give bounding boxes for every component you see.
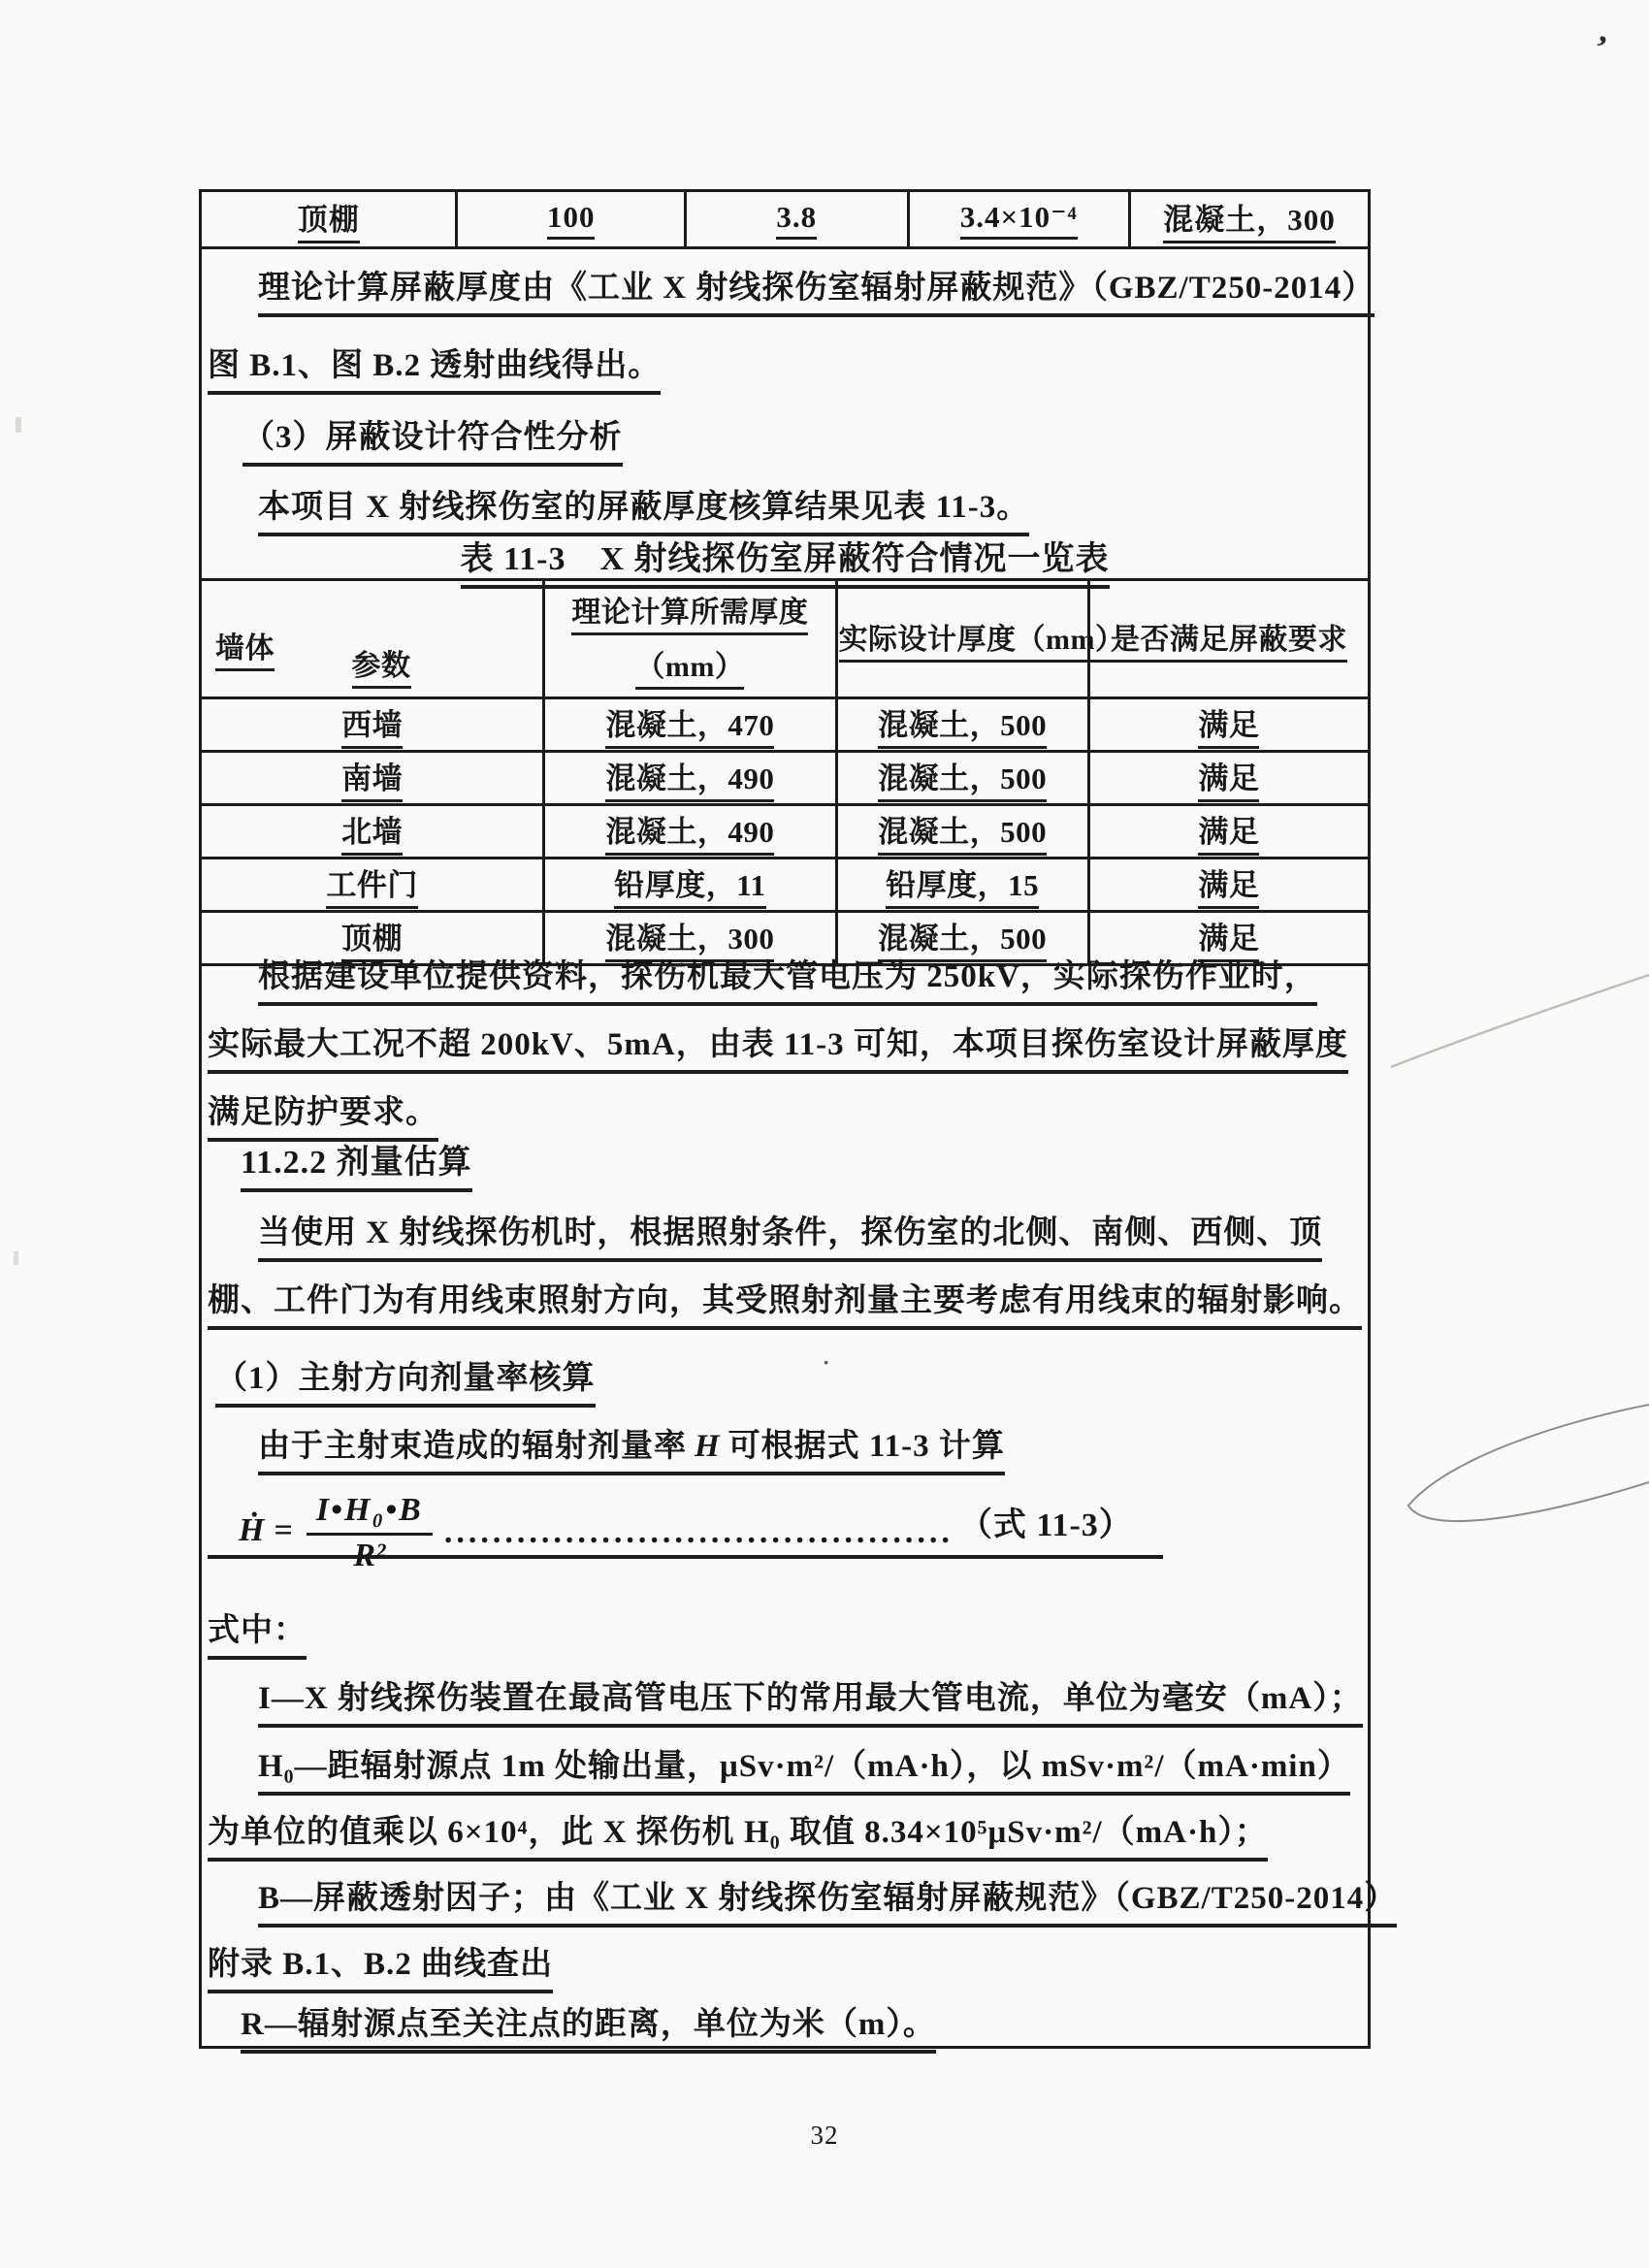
scan-dot-mark: ·: [823, 1350, 830, 1375]
formula-lead-line: [202, 1420, 1368, 1475]
header-cell-compliance: [1088, 580, 1369, 698]
heading-shielding-analysis: [202, 411, 1368, 467]
formula-11-3: [208, 1477, 1163, 1573]
cell-compliance: [1088, 805, 1369, 859]
variable-h: H: [695, 1429, 721, 1464]
lead-text: 由于主射束造成的辐射剂量率: [258, 1429, 687, 1464]
scan-speck-left-2: [14, 1251, 18, 1265]
header-text: 实际设计厚度（mm）: [839, 615, 1125, 663]
cell-text: 混凝土，300: [1163, 195, 1336, 243]
cell-text: 3.4×10⁻⁴: [960, 200, 1078, 240]
top-row-cell-material: [1131, 192, 1368, 246]
line-text: 当使用 X 射线探伤机时，根据照射条件，探伤室的北侧、南侧、西侧、顶: [258, 1207, 1322, 1262]
top-row-cell-distance: [458, 192, 687, 246]
cell-text: 满足: [1198, 860, 1259, 909]
table-row-south-wall: [201, 752, 1370, 805]
line-text: B—屏蔽透射因子；由《工业 X 射线探伤室辐射屏蔽规范》（GBZ/T250-2014）: [258, 1872, 1397, 1928]
lead-tail: 可根据式 11-3 计算: [728, 1429, 1005, 1464]
cell-text: 混凝土，500: [878, 914, 1047, 962]
cell-text: 满足: [1198, 914, 1259, 962]
line-text: [258, 1420, 1005, 1475]
definition-I: [202, 1672, 1368, 1728]
cell-theoretical: [544, 698, 836, 752]
paragraph-beam-line1: [202, 1207, 1368, 1262]
cell-theoretical: [544, 859, 836, 912]
where-label: [202, 1604, 1368, 1660]
cell-text: 混凝土，500: [878, 700, 1047, 749]
definition-R: [202, 1998, 1368, 2054]
top-row-cell-wall: [202, 192, 458, 246]
cell-theoretical: [544, 805, 836, 859]
header-cell-theoretical: [544, 580, 836, 698]
cell-text: 混凝土，300: [605, 914, 774, 962]
cell-compliance: [1088, 698, 1369, 752]
content-frame: [199, 189, 1398, 2049]
cell-actual: [836, 805, 1088, 859]
header-text: 是否满足屏蔽要求: [1111, 615, 1347, 663]
cell-theoretical: [544, 752, 836, 805]
cell-wall: [201, 698, 544, 752]
cell-text: 混凝土，490: [605, 754, 774, 802]
cell-text: 北墙: [341, 807, 403, 856]
cell-text: 工件门: [326, 860, 418, 909]
page-number: 32: [810, 2121, 839, 2150]
cell-text: 满足: [1198, 807, 1259, 856]
line-text: 根据建设单位提供资料，探伤机最大管电压为 250kV，实际探伤作业时，: [258, 951, 1317, 1006]
cell-compliance: [1088, 752, 1369, 805]
corner-label-param: 参数: [352, 641, 411, 689]
line-text: 附录 B.1、B.2 曲线查出: [208, 1938, 553, 1993]
line-text: 为单位的值乘以 6×10⁴，此 X 探伤机 H₀ 取值 8.34×10⁵μSv·m²/（mA·h）；: [208, 1806, 1268, 1862]
paragraph-theory-line1: [202, 262, 1375, 317]
table-header-row: [201, 580, 1370, 698]
definition-H0-line1: [202, 1740, 1368, 1796]
line-text: 式中：: [208, 1604, 307, 1660]
cell-text: 满足: [1198, 700, 1259, 749]
formula-label: （式 11-3）: [958, 1507, 1133, 1543]
formula-h-dot: Ḣ: [239, 1512, 265, 1548]
cell-wall: [201, 752, 544, 805]
header-text: （mm）: [635, 642, 744, 690]
cell-actual: [836, 859, 1088, 912]
table-row-workpiece-door: [201, 859, 1370, 912]
paragraph-conclusion-line2: [202, 1019, 1368, 1074]
paragraph-conclusion-line3: [202, 1086, 1368, 1142]
cell-text: 混凝土，490: [605, 807, 774, 856]
hairline-upper: [1391, 975, 1649, 1067]
formula-denominator: R²: [353, 1538, 386, 1573]
line-text: 11.2.2 剂量估算: [241, 1135, 472, 1192]
paragraph-conclusion-line1: [202, 951, 1368, 1006]
table-row-north-wall: [201, 805, 1370, 859]
cell-text: 顶棚: [298, 195, 360, 243]
cell-actual: [836, 698, 1088, 752]
header-stack: [546, 588, 833, 690]
line-text: 本项目 X 射线探伤室的屏蔽厚度核算结果见表 11-3。: [258, 481, 1029, 536]
line-text: 图 B.1、图 B.2 透射曲线得出。: [208, 340, 661, 395]
cell-text: 铅厚度，11: [614, 860, 765, 909]
cell-text: 西墙: [341, 700, 403, 749]
definition-B-line2: [202, 1938, 1368, 1993]
table-row-west-wall: [201, 698, 1370, 752]
cell-actual: [836, 752, 1088, 805]
formula-fraction: [307, 1492, 433, 1574]
heading-dose-estimation: [202, 1135, 1368, 1192]
cell-text: 混凝土，470: [605, 700, 774, 749]
heading-main-beam-dose: [202, 1352, 1368, 1408]
cell-text: 混凝土，500: [878, 754, 1047, 802]
line-text: I—X 射线探伤装置在最高管电压下的常用最大管电流，单位为毫安（mA）；: [258, 1672, 1363, 1728]
line-text: 棚、工件门为有用线束照射方向，其受照射剂量主要考虑有用线束的辐射影响。: [208, 1275, 1362, 1330]
cell-text: 顶棚: [341, 914, 403, 962]
header-cell-corner: [201, 580, 544, 698]
cell-compliance: [1088, 859, 1369, 912]
line-text: （3）屏蔽设计符合性分析: [242, 411, 623, 467]
cell-text: 100: [547, 200, 596, 240]
shielding-compliance-table: [199, 578, 1371, 966]
cell-text: 3.8: [776, 200, 817, 240]
hairline-lower: [1408, 1405, 1649, 1521]
cell-wall: [201, 859, 544, 912]
line-text: 实际最大工况不超 200kV、5mA，由表 11-3 可知，本项目探伤室设计屏蔽厚度: [208, 1019, 1348, 1074]
scan-speck-top-right: ’: [1590, 27, 1611, 68]
top-row-cell-value1: [687, 192, 910, 246]
cell-wall: [201, 805, 544, 859]
formula-numerator: I•H₀•B: [307, 1492, 433, 1536]
scan-speck-left-1: [16, 417, 21, 433]
line-text: （1）主射方向剂量率核算: [215, 1352, 596, 1408]
cell-text: 混凝土，500: [878, 807, 1047, 856]
header-text: 理论计算所需厚度: [571, 588, 808, 635]
paragraph-beam-line2: [202, 1275, 1368, 1330]
paragraph-table-intro: [202, 481, 1368, 536]
line-text: R—辐射源点至关注点的距离，单位为米（m）。: [241, 1998, 936, 2054]
header-cell-actual: [836, 580, 1125, 698]
cell-text: 满足: [1198, 754, 1259, 802]
line-text: 满足防护要求。: [208, 1086, 438, 1142]
top-row-cell-value2: [910, 192, 1131, 246]
corner-label-wall: 墙体: [215, 624, 275, 671]
line-text: 理论计算屏蔽厚度由《工业 X 射线探伤室辐射屏蔽规范》（GBZ/T250-2014）: [258, 262, 1374, 317]
definition-B-line1: [202, 1872, 1398, 1928]
formula-dot-leader: ..........................................: [443, 1514, 954, 1550]
cell-text: 铅厚度，15: [886, 860, 1039, 909]
cell-text: 南墙: [341, 754, 403, 802]
formula-equals: =: [274, 1512, 293, 1548]
line-text: H₀—距辐射源点 1m 处输出量，μSv·m²/（mA·h），以 mSv·m²/（mA·min）: [258, 1740, 1350, 1796]
top-table-partial-row: [202, 192, 1368, 249]
definition-H0-line2: [202, 1806, 1368, 1862]
caption-text: 表 11-3 X 射线探伤室屏蔽符合情况一览表: [461, 532, 1110, 589]
paragraph-theory-line2: [202, 340, 1368, 395]
